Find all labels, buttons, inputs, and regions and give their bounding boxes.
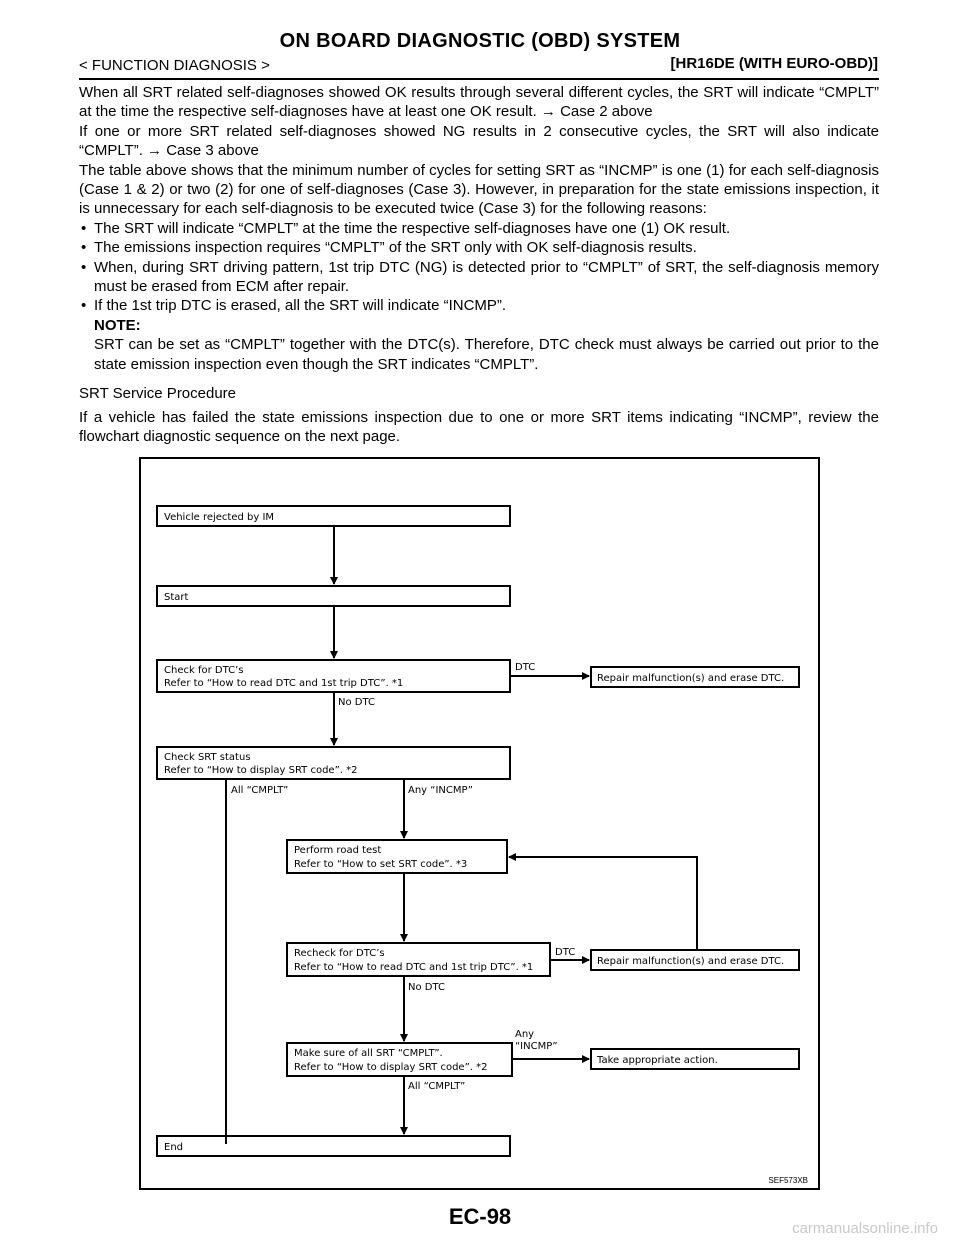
paragraph-case-3: If one or more SRT related self-diagnoses showed NG results in 2 consecutive cycles, the SRT will also indicate “CMPLT”. → Case 3 above	[79, 122, 879, 160]
box-label: Repair malfunction(s) and erase DTC.	[597, 956, 785, 967]
srt-service-procedure-heading: SRT Service Procedure	[79, 385, 237, 403]
paragraph-case-2: When all SRT related self-diagnoses showed OK results through several different cycles, the SRT will indicate “CMPLT” at the time the respective self-diagnoses have at least one OK result. → Case 2 above	[79, 84, 879, 121]
box-label: Refer to “How to display SRT code”. *2	[164, 765, 358, 776]
box-label: Repair malfunction(s) and erase DTC.	[597, 673, 785, 684]
branch-label: “INCMP”	[515, 1041, 558, 1052]
branch-label: DTC	[515, 662, 536, 673]
reasons-list	[79, 219, 879, 316]
box-label: Check for DTC’s	[164, 665, 244, 676]
box-start	[157, 586, 510, 606]
header-rule	[79, 78, 879, 80]
list-item: • The SRT will indicate “CMPLT” at the time the respective self-diagnoses have one (1) OK result.	[79, 219, 879, 238]
watermark: carmanualsonline.info	[792, 1220, 938, 1237]
note-label: NOTE:	[94, 316, 141, 334]
branch-label: Any “INCMP”	[408, 785, 473, 796]
paragraph-minimum-cycles: The table above shows that the minimum number of cycles for setting SRT as “INCMP” is one (1) for each self-diagnosis (Case 1 & 2) or two (2) for one of self-diagnoses (Case 3). However, in preparation for the state emissions inspection, it is unnecessary for each self-diagnosis to be executed twice (Case 3) for the following reasons:	[79, 161, 879, 218]
box-label: Make sure of all SRT “CMPLT”.	[294, 1048, 443, 1059]
body-text	[79, 83, 879, 446]
box-label: Take appropriate action.	[597, 1055, 718, 1066]
box-label: End	[164, 1142, 184, 1153]
branch-label: No DTC	[408, 982, 445, 993]
flow-arrow	[509, 857, 697, 950]
figure-code: SEF573XB	[768, 1176, 808, 1185]
list-item: • The emissions inspection requires “CMPLT” of the SRT only with OK self-diagnosis results.	[79, 238, 879, 257]
branch-label: No DTC	[338, 697, 375, 708]
page-title: ON BOARD DIAGNOSTIC (OBD) SYSTEM	[279, 30, 681, 52]
branch-label: Any	[515, 1029, 535, 1040]
box-label: Vehicle rejected by IM	[164, 512, 275, 523]
box-label: Refer to “How to read DTC and 1st trip DTC”. *1	[294, 962, 534, 973]
page-number: EC-98	[448, 1204, 512, 1229]
list-item: • If the 1st trip DTC is erased, all the SRT will indicate “INCMP”.	[79, 296, 879, 315]
paragraph-review-flowchart: If a vehicle has failed the state emissions inspection due to one or more SRT items indicating “INCMP”, review the flowchart diagnostic sequence on the next page.	[79, 408, 879, 445]
branch-label: All “CMPLT”	[408, 1081, 466, 1092]
box-label: Perform road test	[294, 845, 382, 856]
box-label: Recheck for DTC’s	[294, 948, 385, 959]
box-label: Refer to “How to set SRT code”. *3	[294, 859, 468, 870]
box-label: Refer to “How to read DTC and 1st trip DTC”. *1	[164, 678, 404, 689]
note-text: SRT can be set as “CMPLT” together with the DTC(s). Therefore, DTC check must always be carried out prior to the state emission inspection even though the SRT indicates “CMPLT”.	[94, 336, 879, 373]
box-label: Refer to “How to display SRT code”. *2	[294, 1062, 488, 1073]
srt-service-flowchart	[139, 457, 820, 1190]
branch-label: All “CMPLT”	[231, 785, 289, 796]
box-end	[157, 1136, 510, 1156]
box-label: Start	[164, 592, 189, 603]
branch-label: DTC	[555, 947, 576, 958]
box-label: Check SRT status	[164, 752, 251, 763]
section-label: < FUNCTION DIAGNOSIS >	[79, 57, 270, 74]
list-item: • When, during SRT driving pattern, 1st trip DTC (NG) is detected prior to “CMPLT” of SRT, the self-diagnosis memory must be erased from ECM after repair.	[79, 258, 879, 297]
engine-variant-label: [HR16DE (WITH EURO-OBD)]	[670, 55, 878, 72]
